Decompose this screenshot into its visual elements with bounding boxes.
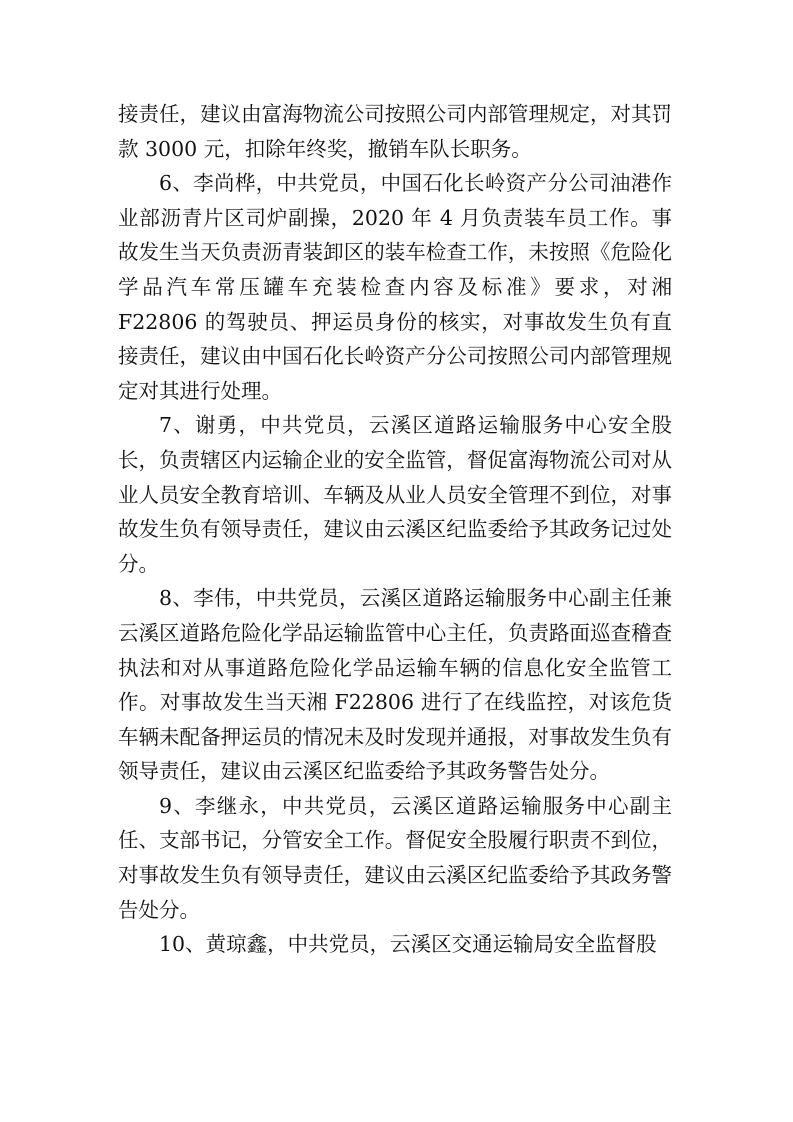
paragraph-continuation: 接责任，建议由富海物流公司按照公司内部管理规定，对其罚款 3000 元，扣除年终奖，撤销车队长职务。 xyxy=(118,102,672,161)
paragraph-item-10: 10、黄琼鑫，中共党员，云溪区交通运输局安全监督股 xyxy=(159,932,657,957)
paragraph-item-9: 9、李继永，中共党员，云溪区道路运输服务中心副主任、支部书记，分管安全工作。督促安全股履行职责不到位，对事故发生负有领导责任，建议由云溪区纪监委给予其政务警告处分。 xyxy=(118,793,672,922)
paragraph-item-8: 8、李伟，中共党员，云溪区道路运输服务中心副主任兼云溪区道路危险化学品运输监管中心主任，负责路面巡查稽查执法和对从事道路危险化学品运输车辆的信息化安全监管工作。对事故发生当天湘 F22806 进行了在线监控，对该危货车辆未配备押运员的情况未及时发现并通报，对事故发生负有领导责任，建议由云溪区纪监委给予其政务警告处分。 xyxy=(118,586,672,784)
document-body xyxy=(118,97,672,962)
paragraph-item-7: 7、谢勇，中共党员，云溪区道路运输服务中心安全股长，负责辖区内运输企业的安全监管，督促富海物流公司对从业人员安全教育培训、车辆及从业人员安全管理不到位，对事故发生负有领导责任，建议由云溪区纪监委给予其政务记过处分。 xyxy=(118,413,672,576)
paragraph-item-6: 6、李尚桦，中共党员，中国石化长岭资产分公司油港作业部沥青片区司炉副操，2020 年 4 月负责装车员工作。事故发生当天负责沥青装卸区的装车检查工作，未按照《危险化学品汽车常压罐车充装检查内容及标准》要求，对湘 F22806 的驾驶员、押运员身份的核实，对事故发生负有直接责任，建议由中国石化长岭资产分公司按照公司内部管理规定对其进行处理。 xyxy=(118,171,672,403)
